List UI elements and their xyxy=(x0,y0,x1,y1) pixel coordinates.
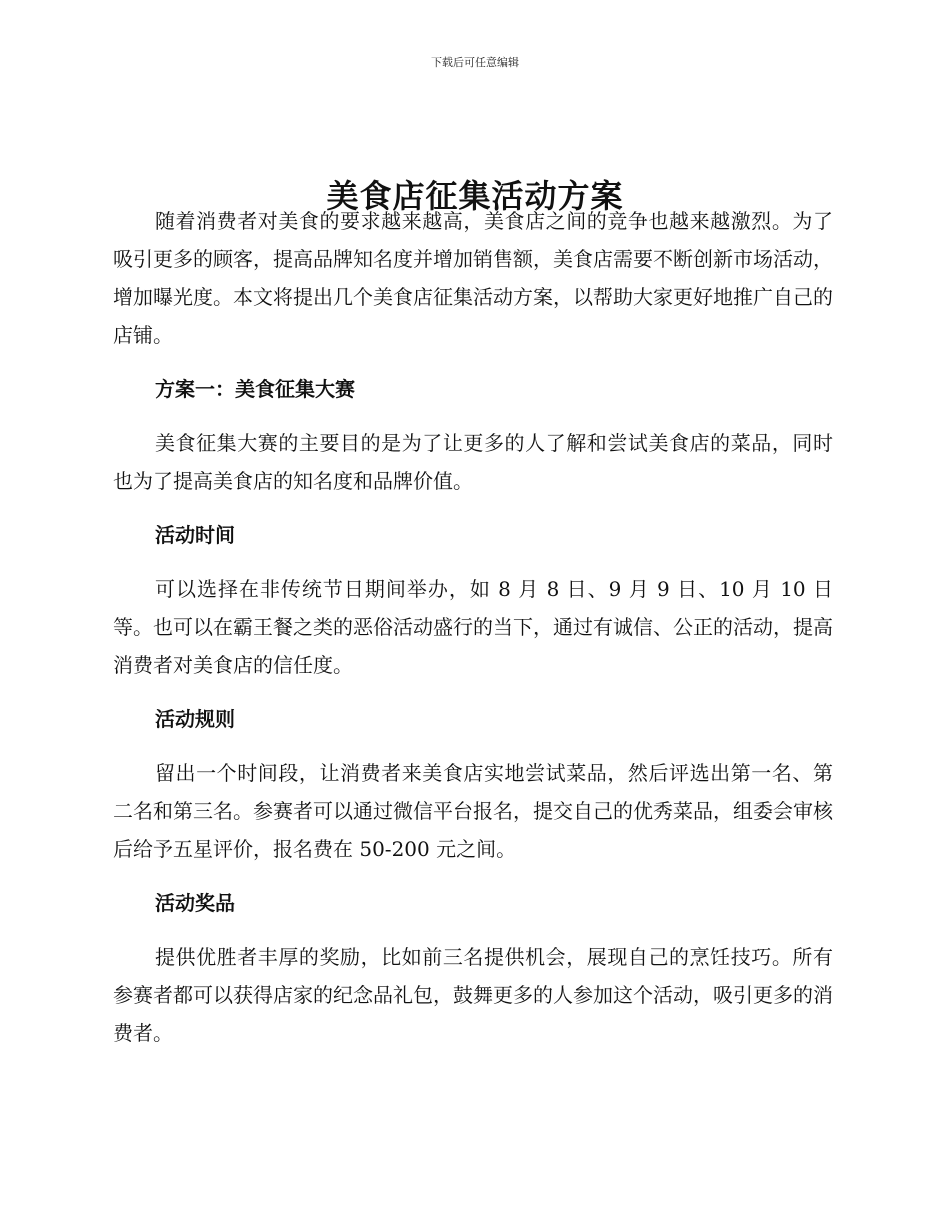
section-heading-activity-time: 活动时间 xyxy=(155,523,235,547)
header-note: 下载后可任意编辑 xyxy=(431,56,519,69)
section-paragraph-activity-prizes: 提供优胜者丰厚的奖励，比如前三名提供机会，展现自己的烹饪技巧。所有参赛者都可以获得店家的纪念品礼包，鼓舞更多的人参加这个活动，吸引更多的消费者。 xyxy=(113,945,833,1045)
section-paragraph-activity-time: 可以选择在非传统节日期间举办，如 8 月 8 日、9 月 9 日、10 月 10 日等。也可以在霸王餐之类的恶俗活动盛行的当下，通过有诚信、公正的活动，提高消费者对美食店的信任度。 xyxy=(113,577,833,677)
section-paragraph-activity-rules: 留出一个时间段，让消费者来美食店实地尝试菜品，然后评选出第一名、第二名和第三名。参赛者可以通过微信平台报名，提交自己的优秀菜品，组委会审核后给予五星评价，报名费在 50-200 元之间。 xyxy=(113,761,833,861)
section-heading-plan-one: 方案一：美食征集大赛 xyxy=(155,377,355,401)
document-body xyxy=(113,202,833,1052)
section-heading-activity-prizes: 活动奖品 xyxy=(155,891,235,915)
section-paragraph-plan-one: 美食征集大赛的主要目的是为了让更多的人了解和尝试美食店的菜品，同时也为了提高美食店的知名度和品牌价值。 xyxy=(113,431,833,493)
intro-paragraph: 随着消费者对美食的要求越来越高，美食店之间的竞争也越来越激烈。为了吸引更多的顾客，提高品牌知名度并增加销售额，美食店需要不断创新市场活动，增加曝光度。本文将提出几个美食店征集活动方案，以帮助大家更好地推广自己的店铺。 xyxy=(113,209,833,347)
document-title: 美食店征集活动方案 xyxy=(326,177,624,216)
section-heading-activity-rules: 活动规则 xyxy=(155,707,235,731)
